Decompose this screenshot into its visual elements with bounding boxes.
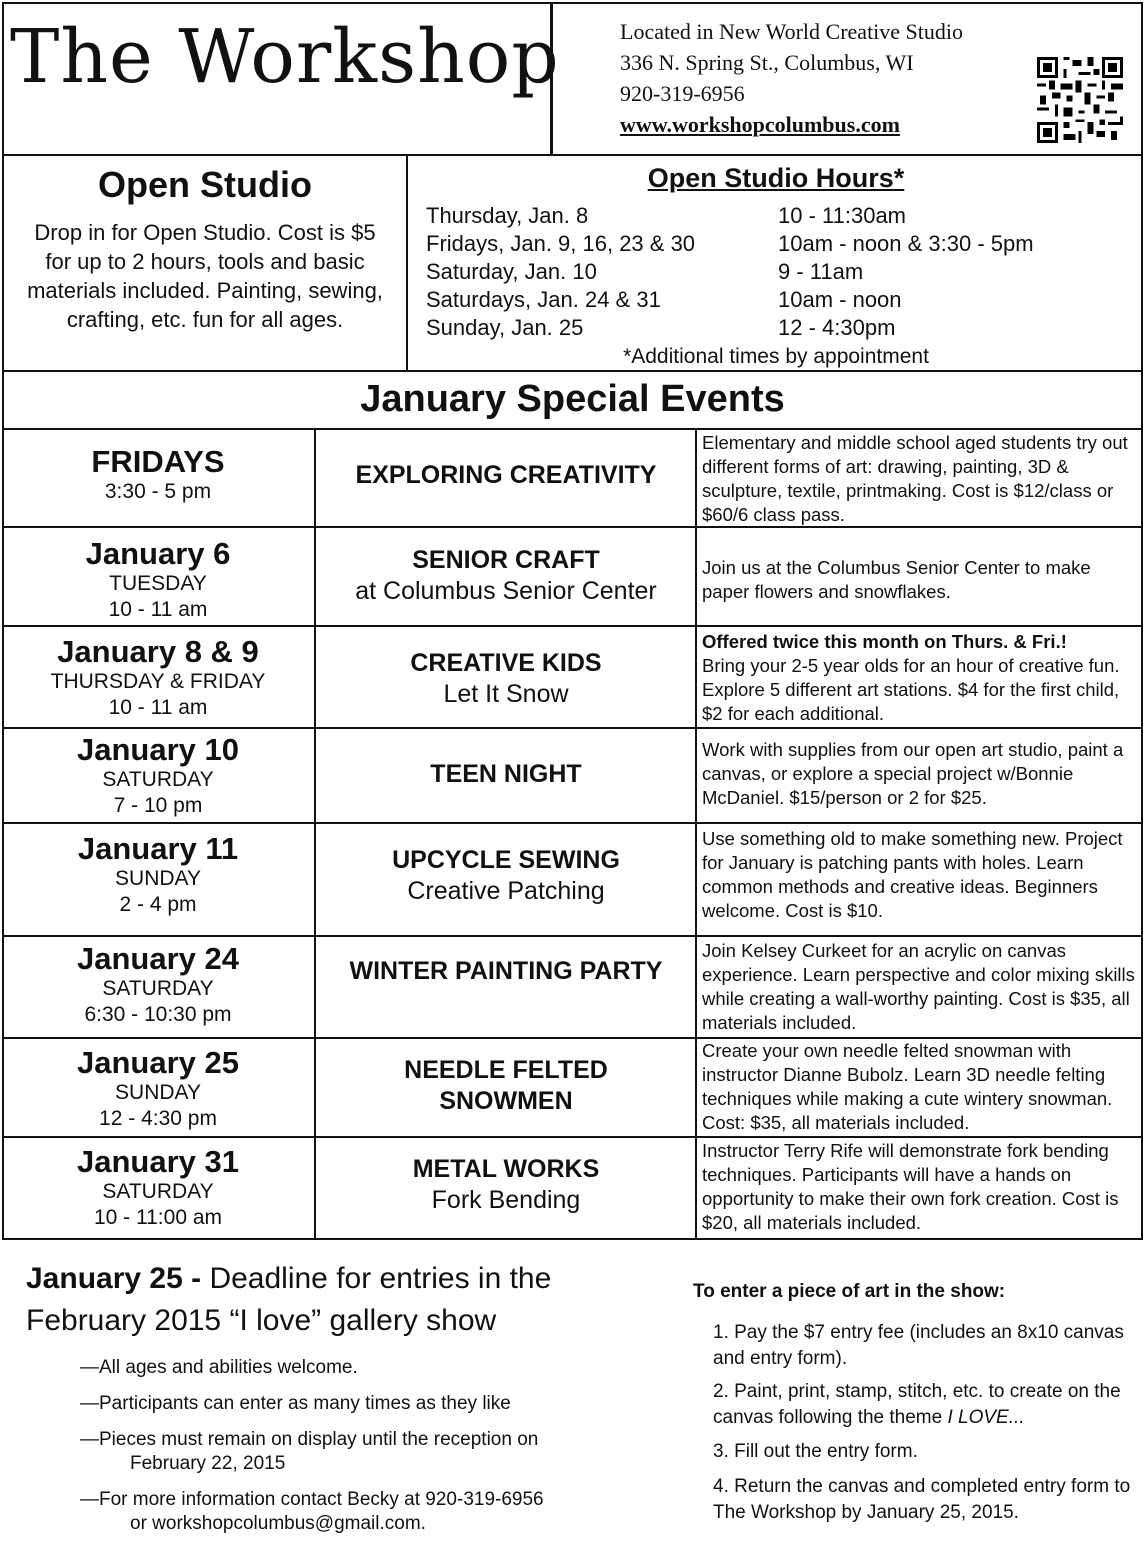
hours-day: Fridays, Jan. 9, 16, 23 & 30	[426, 231, 696, 256]
event-description: Join Kelsey Curkeet for an acrylic on canvas experience. Learn perspective and color mixing skills while creating a wall-worthy painting. Cost is $35, all materials included.	[702, 940, 1135, 1033]
events-title: January Special Events	[360, 378, 785, 420]
hours-time: 10 - 11:30am	[778, 203, 907, 228]
entry-step: 1. Pay the $7 entry fee (includes an 8x10 canvas and entry form).	[713, 1322, 1124, 1369]
event-description-cell	[702, 630, 1142, 726]
hours-row	[426, 203, 907, 229]
event-day: SUNDAY	[115, 867, 201, 890]
gallery-bullet	[80, 1356, 358, 1380]
event-date: January 31	[77, 1144, 239, 1179]
bullet-text: —For more information contact Becky at 920-319-6956	[80, 1489, 544, 1510]
event-name: NEEDLE FELTED SNOWMEN	[404, 1056, 608, 1115]
bullet-continuation: February 22, 2015	[130, 1453, 286, 1474]
hours-time: 12 - 4:30pm	[778, 315, 896, 340]
table-rule	[2, 727, 1143, 729]
bullet-continuation: or workshopcolumbus@gmail.com.	[130, 1513, 426, 1534]
event-name-cell	[316, 460, 696, 491]
event-time: 12 - 4:30 pm	[99, 1107, 217, 1130]
hours-row	[426, 315, 896, 341]
event-name: TEEN NIGHT	[430, 760, 582, 788]
hours-day: Thursday, Jan. 8	[426, 203, 589, 228]
event-description: Create your own needle felted snowman with instructor Dianne Bubolz. Learn 3D needle felting techniques while making a cute wintery snowman. Cost: $35, all materials included.	[702, 1040, 1113, 1133]
gallery-bullet	[80, 1428, 538, 1476]
event-day: TUESDAY	[109, 572, 207, 595]
event-name-cell	[316, 845, 696, 907]
event-name: EXPLORING CREATIVITY	[355, 461, 657, 489]
event-date: January 11	[77, 831, 239, 866]
event-name-cell	[316, 759, 696, 790]
hours-day: Sunday, Jan. 25	[426, 315, 584, 340]
event-name-cell	[316, 1154, 696, 1216]
gallery-headline	[26, 1258, 676, 1342]
event-date-cell	[2, 831, 314, 918]
event-name: SENIOR CRAFT	[412, 546, 600, 574]
event-name-cell	[316, 648, 696, 710]
table-rule	[2, 935, 1143, 937]
entry-instructions-title: To enter a piece of art in the show:	[693, 1281, 1006, 1302]
event-description: Elementary and middle school aged students try out different forms of art: drawing, painting, 3D & sculpture, textile, printmaking. Cost is $12/class or $60/6 class pass.	[702, 432, 1128, 525]
event-date-cell	[2, 444, 314, 505]
location-text: Located in New World Creative Studio	[620, 19, 964, 44]
event-date-cell	[2, 941, 314, 1028]
hours-day: Saturdays, Jan. 24 & 31	[426, 287, 661, 312]
event-date: FRIDAYS	[91, 444, 225, 479]
event-time: 10 - 11:00 am	[93, 1206, 223, 1229]
gallery-bullet	[80, 1488, 544, 1536]
open-studio-divider	[406, 154, 408, 372]
hours-title: Open Studio Hours*	[647, 163, 905, 193]
event-description: Join us at the Columbus Senior Center to make paper flowers and snowflakes.	[702, 557, 1091, 602]
bullet-text: —Participants can enter as many times as they like	[80, 1393, 511, 1414]
hours-row	[426, 231, 1034, 257]
hours-time: 10am - noon & 3:30 - 5pm	[778, 231, 1034, 256]
event-time: 6:30 - 10:30 pm	[84, 1003, 232, 1026]
event-description: Bring your 2-5 year olds for an hour of creative fun. Explore 5 different art stations. $4 for the first child, $2 for each additional.	[702, 655, 1120, 724]
hours-time: 9 - 11am	[778, 259, 864, 284]
hours-day: Saturday, Jan. 10	[426, 259, 597, 284]
event-date: January 6	[85, 536, 231, 571]
address-text: 336 N. Spring St., Columbus, WI	[620, 50, 914, 75]
bullet-text: —Pieces must remain on display until the reception on	[80, 1429, 539, 1450]
event-date-cell	[2, 536, 314, 623]
hours-row	[426, 259, 864, 285]
event-date-cell	[2, 634, 314, 721]
entry-step-text: 2. Paint, print, stamp, stitch, etc. to create on the canvas following the theme	[713, 1381, 1121, 1428]
event-description: Use something old to make something new. Project for January is patching pants with holes. Learn common methods and creative ideas. Beginners welcome. Cost is $10.	[702, 828, 1123, 921]
logo-text: The Workshop	[10, 14, 560, 100]
event-day: SUNDAY	[115, 1081, 201, 1104]
event-subtitle: Creative Patching	[407, 877, 605, 905]
event-time: 10 - 11 am	[108, 696, 208, 719]
event-name: METAL WORKS	[412, 1155, 600, 1183]
contact-block	[620, 16, 963, 140]
event-subtitle: at Columbus Senior Center	[355, 577, 657, 605]
entry-step: 4. Return the canvas and completed entry form to The Workshop by January 25, 2015.	[713, 1476, 1131, 1523]
event-time: 2 - 4 pm	[119, 893, 197, 916]
gallery-deadline-date: January 25 -	[26, 1262, 202, 1295]
event-name-cell	[376, 1055, 636, 1117]
hours-time: 10am - noon	[778, 287, 902, 312]
event-description: Work with supplies from our open art studio, paint a canvas, or explore a special project w/Bonnie McDaniel. $15/person or 2 for $25.	[702, 739, 1124, 808]
event-name: WINTER PAINTING PARTY	[349, 957, 663, 985]
event-subtitle: Fork Bending	[431, 1186, 581, 1214]
gallery-deadline-text: Deadline for entries in the February 2015 “I love” gallery show	[26, 1262, 552, 1337]
event-date: January 10	[77, 732, 239, 767]
event-subtitle: Let It Snow	[443, 680, 569, 708]
event-time: 7 - 10 pm	[113, 794, 203, 817]
entry-step-theme: I LOVE...	[947, 1407, 1025, 1428]
event-date: January 8 & 9	[57, 634, 259, 669]
entry-step: 3. Fill out the entry form.	[713, 1441, 918, 1462]
open-studio-description: Drop in for Open Studio. Cost is $5 for up to 2 hours, tools and basic materials included. Painting, sewing, crafting, etc. fun for all ages.	[27, 220, 383, 332]
bullet-text: —All ages and abilities welcome.	[80, 1357, 358, 1378]
website-link[interactable]: www.workshopcolumbus.com	[620, 112, 900, 137]
table-rule	[2, 1136, 1143, 1138]
table-rule	[2, 428, 1143, 430]
event-name-cell	[316, 545, 696, 607]
event-date-cell	[2, 1144, 314, 1231]
event-time: 3:30 - 5 pm	[104, 480, 212, 503]
event-description-highlight: Offered twice this month on Thurs. & Fri.!	[702, 631, 1067, 652]
event-time: 10 - 11 am	[108, 598, 208, 621]
event-date: January 24	[77, 941, 239, 976]
event-date-cell	[2, 1045, 314, 1132]
table-rule	[2, 822, 1143, 824]
event-day: SATURDAY	[102, 977, 214, 1000]
entry-step	[713, 1379, 1133, 1431]
event-day: THURSDAY & FRIDAY	[50, 670, 266, 693]
logo	[10, 14, 560, 100]
event-date-cell	[2, 732, 314, 819]
open-studio-title: Open Studio	[98, 164, 312, 205]
phone-text: 920-319-6956	[620, 81, 745, 106]
table-rule	[2, 625, 1143, 627]
event-name: CREATIVE KIDS	[410, 649, 602, 677]
qr-code-icon[interactable]	[1037, 57, 1123, 143]
event-day: SATURDAY	[102, 768, 214, 791]
event-name: UPCYCLE SEWING	[392, 846, 620, 874]
event-day: SATURDAY	[102, 1180, 214, 1203]
hours-note: *Additional times by appointment	[623, 345, 929, 368]
hours-row	[426, 287, 902, 313]
event-description: Instructor Terry Rife will demonstrate fork bending techniques. Participants will have a hands on opportunity to make their own fork creation. Cost is $20, all materials included.	[702, 1140, 1119, 1233]
event-date: January 25	[77, 1045, 239, 1080]
event-name-cell	[346, 956, 666, 987]
gallery-bullet	[80, 1392, 511, 1416]
